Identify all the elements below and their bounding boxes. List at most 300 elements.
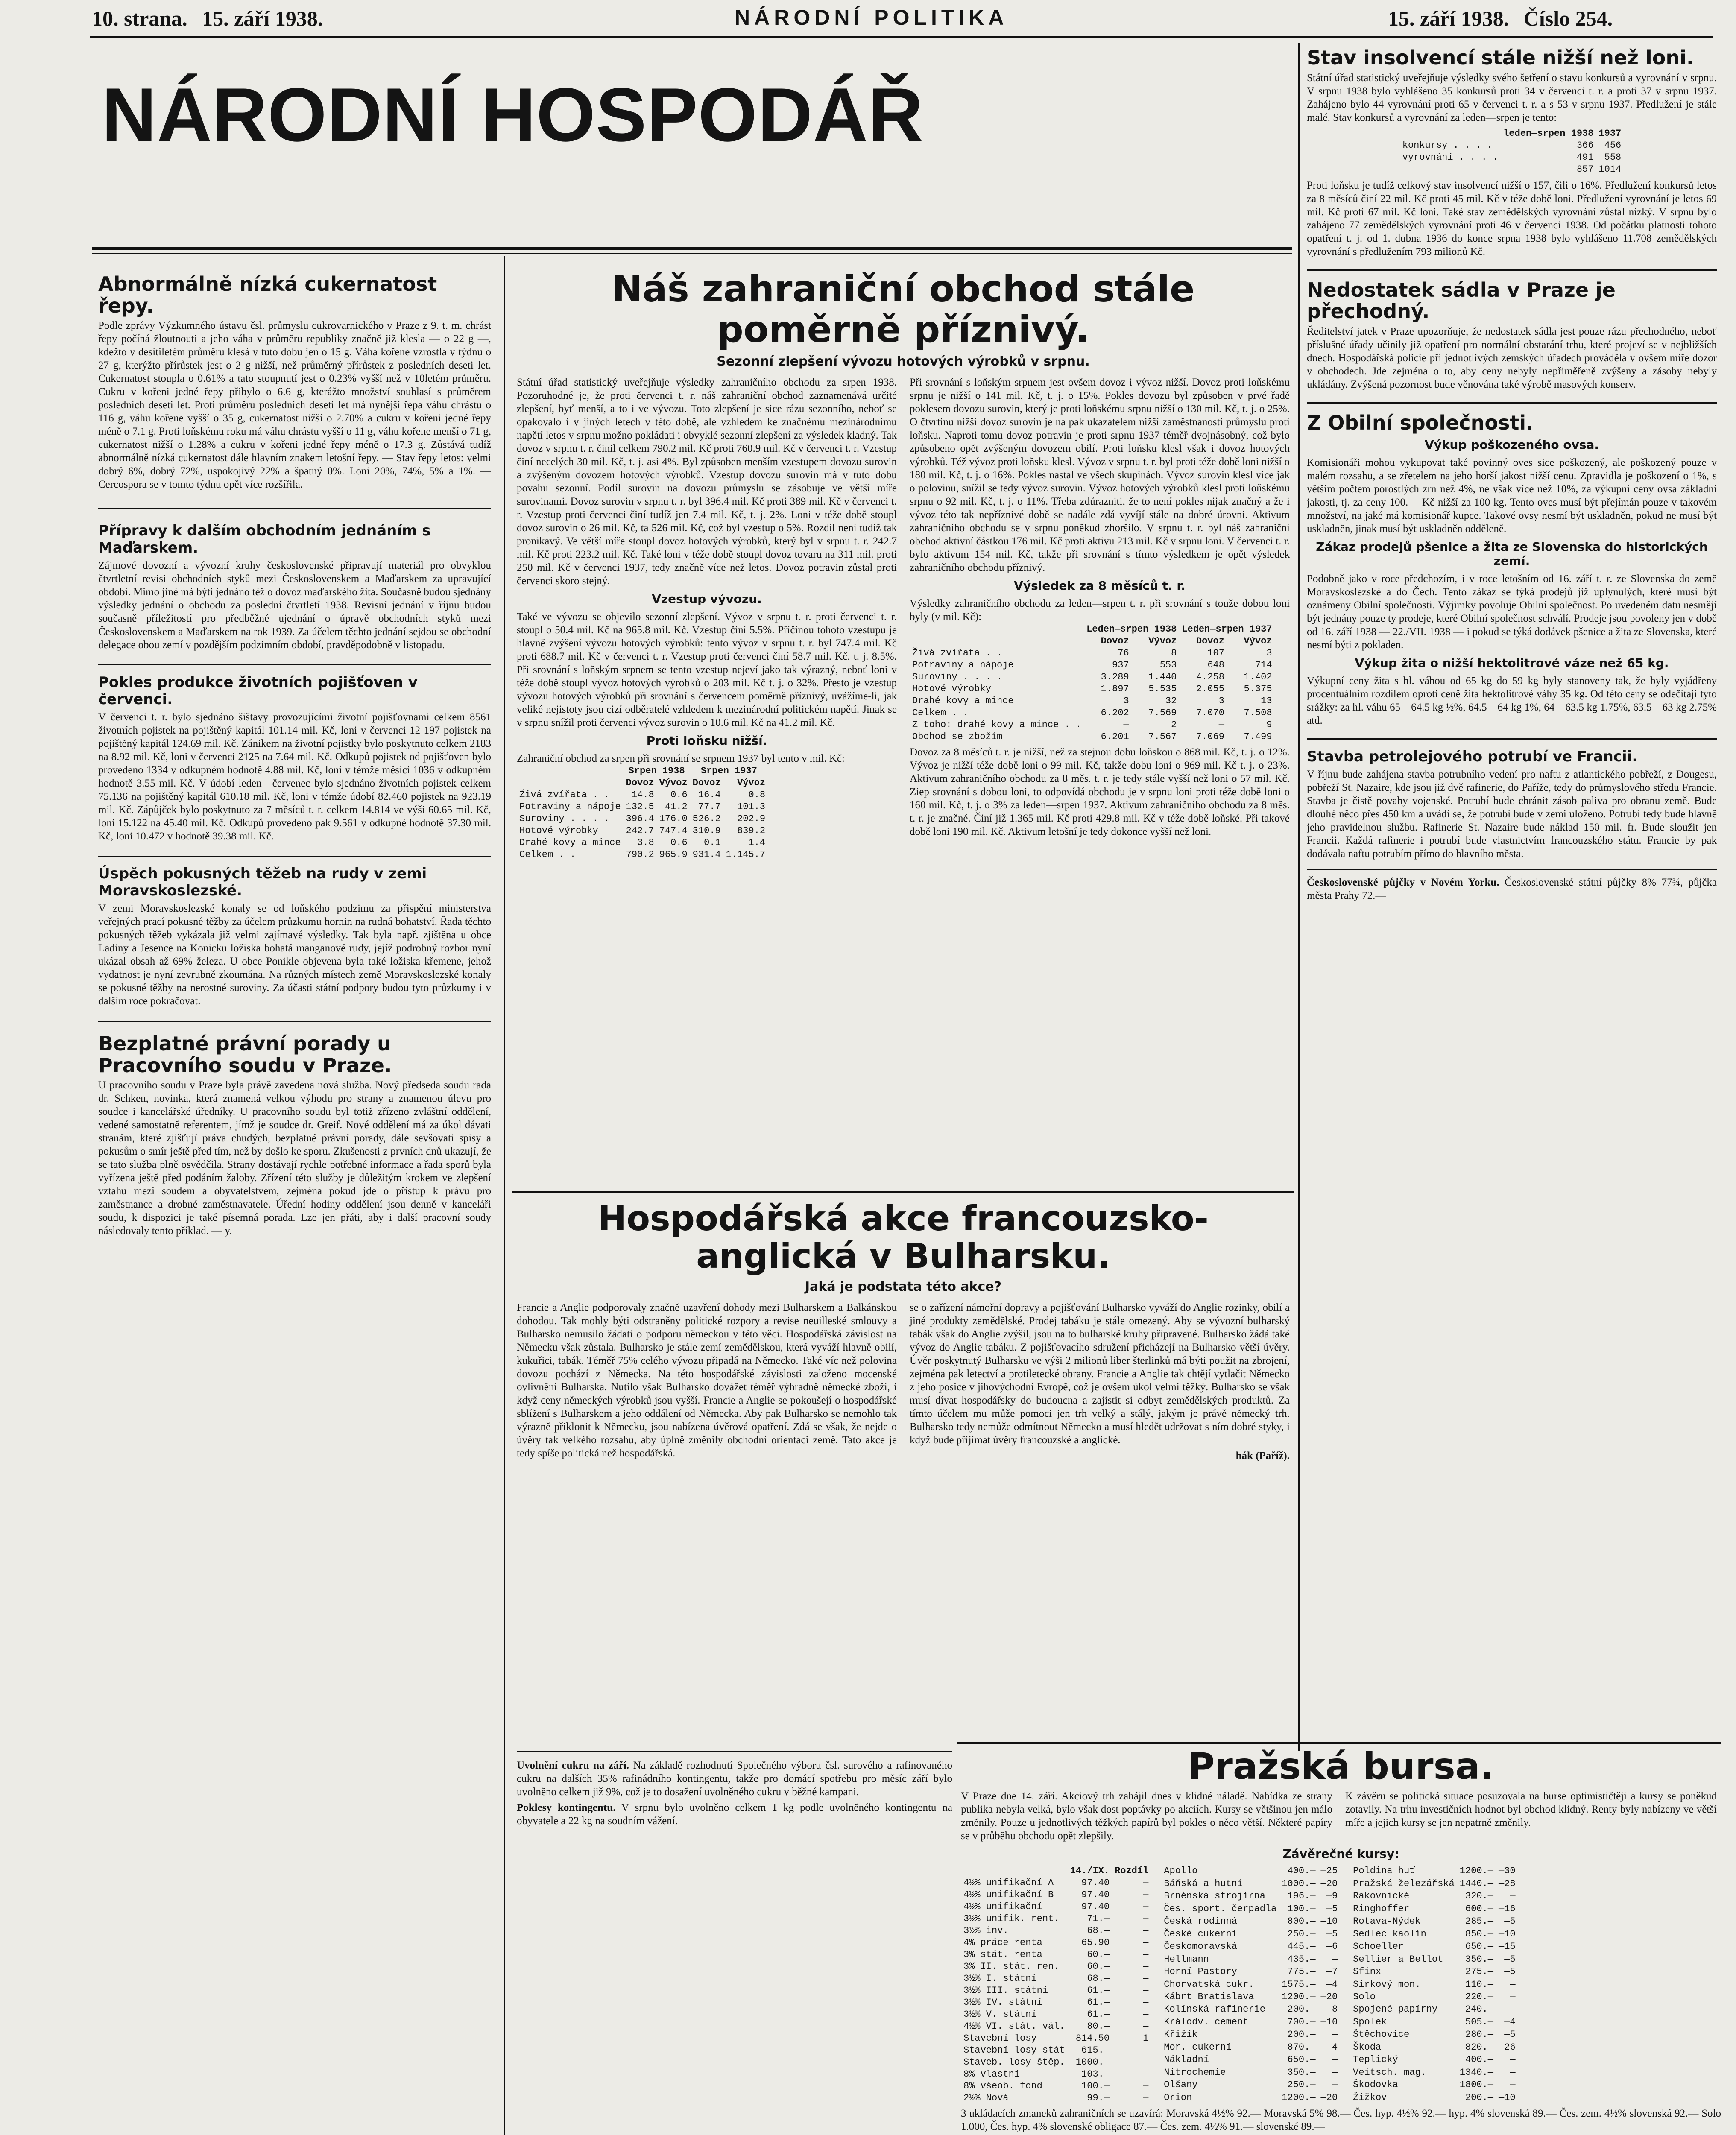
table-cell: Horní Pastory: [1164, 1966, 1237, 1977]
table-header: Vývoz: [1148, 636, 1177, 647]
table-cell: 3½% V. státní: [963, 2009, 1037, 2020]
table-cell: —26: [1499, 2041, 1516, 2053]
table-cell: —20: [1320, 1992, 1338, 2003]
table-cell: —5: [1326, 1903, 1338, 1914]
table-cell: 60.—: [1087, 1949, 1110, 1960]
table-cell: 0.6: [670, 837, 688, 848]
trade-col1: [517, 373, 897, 861]
bulgaria-columns: [517, 1299, 1290, 1462]
table-cell: 965.9: [659, 849, 688, 860]
table-cell: 8: [1171, 648, 1177, 659]
subhead: Výkup žita o nižší hektolitrové váze než 65 kg.: [1355, 656, 1669, 670]
table-cell: Potraviny a nápoje: [519, 801, 621, 813]
table-cell: —30: [1499, 1866, 1516, 1877]
subhead: Výsledek za 8 měsíců t. r.: [1014, 579, 1186, 593]
table-cell: Nitrochemie: [1164, 2067, 1226, 2078]
table-row: [961, 2080, 1151, 2092]
table-cell: 435.—: [1287, 1954, 1316, 1965]
table-cell: 526.2: [692, 813, 721, 825]
table-cell: 8% vlastní: [963, 2068, 1020, 2079]
table-cell: 3½% unifik. rent.: [963, 1913, 1060, 1924]
table-cell: —20: [1320, 2092, 1338, 2103]
table-header: Leden—srpen 1938: [1086, 624, 1177, 635]
renty-table: [961, 1865, 1151, 2104]
table-row: [961, 2044, 1151, 2056]
table-row: [910, 647, 1275, 659]
table-cell: Sirkový mon.: [1353, 1979, 1421, 1990]
table-body: [910, 647, 1275, 743]
article-text: Státní úřad statistický uveřejňuje výsledky svého šetření o stavu konkursů a vyrovnání v srpnu. V srpnu 1938 bylo vyhlášeno 35 konkursů proti 34 v červenci t. r. a proti 37 v srpnu 1937. Zahájeno bylo 44 vyrovnání proti 65 v červenci t. r. a s 53 v srpnu 1937. Předlužení je stále malé. Stav konkursů a vyrovnání za leden—srpen je tento:: [1307, 72, 1717, 123]
insolvency-table: [1400, 128, 1624, 175]
table-row: [961, 1949, 1151, 1961]
table-cell: —20: [1320, 1878, 1338, 1889]
table-cell: —: [1143, 1973, 1149, 1984]
table-cell: 2.055: [1196, 684, 1224, 695]
table-row: [1350, 2091, 1518, 2104]
table-cell: 747.4: [659, 825, 688, 836]
table-row: [1350, 1978, 1518, 1991]
table-group-row: [517, 765, 768, 777]
table-row: [1400, 152, 1624, 164]
table-cell: Spolek: [1353, 2016, 1387, 2027]
table-cell: 4% práce renta: [963, 1937, 1042, 1948]
trade-text: Výsledky zahraničního obchodu za leden—srpen t. r. při srovnání s touže dobou loni byly (v mil. Kč):: [910, 598, 1290, 623]
table-header: [517, 777, 624, 789]
bulgaria-col2: [910, 1299, 1290, 1462]
table-cell: 310.9: [692, 825, 721, 836]
table-cell: 366: [1576, 140, 1594, 151]
table-cell: —28: [1499, 1878, 1516, 1889]
trade-table-august: [517, 765, 768, 861]
table-body: [1161, 1865, 1340, 2104]
table-cell: 850.—: [1465, 1928, 1494, 1939]
table-cell: Čes. sport. čerpadla: [1164, 1903, 1277, 1914]
table-cell: —: [1510, 2004, 1516, 2015]
table-cell: 13: [1261, 696, 1272, 707]
table-row: [1161, 2091, 1340, 2104]
table-cell: 9: [1266, 719, 1272, 731]
table-cell: —: [1510, 1891, 1516, 1902]
table-cell: —: [1143, 2080, 1149, 2091]
table-row: [1161, 1890, 1340, 1903]
article-text: Podobně jako v roce předchozím, i v roce letošním od 16. září t. r. ze Slovenska do země Moravskoslezské a do Čech. Tento zákaz se týká prodejů již uplynulých, které musí být oznámeny Obilní společnosti. Výjimky povoluje Obilní společnost. Po uvedeném datu nesmějí být jednány pouze ty prodeje, které Obilní společnost schválí. Prodeje jsou povoleny jen v době od 16. září 1938 — 22./VII. 1938 — i pokud se týká dodávek pšenice a žita ze Slovenska, které nesmí býti z pokladen.: [1307, 573, 1717, 651]
table-cell: 1.4: [748, 837, 766, 848]
table-header-row: [1400, 128, 1624, 140]
table-cell: —6: [1326, 1941, 1338, 1952]
table-cell: 3% II. stát. ren.: [963, 1961, 1060, 1972]
table-cell: 103.—: [1081, 2068, 1110, 2079]
table-cell: 101.3: [737, 801, 766, 813]
table-cell: 1.440: [1148, 672, 1177, 683]
table-header: Vývoz: [737, 778, 766, 789]
table-cell: —: [1143, 1877, 1149, 1888]
table-cell: Poldina huť: [1353, 1866, 1415, 1877]
table-header: [910, 635, 1084, 647]
table-cell: 350.—: [1287, 2067, 1316, 2078]
table-row: [1350, 1965, 1518, 1978]
table-row: [1350, 1878, 1518, 1890]
byline: hák (Paříž).: [1235, 1450, 1290, 1462]
bulgaria-subtitle: Jaká je podstata této akce?: [805, 1279, 1001, 1294]
table-cell: Nákladní: [1164, 2054, 1209, 2065]
table-cell: 445.—: [1287, 1941, 1316, 1952]
table-cell: Rakovnické: [1353, 1891, 1410, 1902]
table-row: [961, 2021, 1151, 2033]
table-cell: 3% stát. renta: [963, 1949, 1042, 1960]
table-cell: —: [1143, 2068, 1149, 2079]
table-cell: Veitsch. mag.: [1353, 2067, 1426, 2078]
table-cell: 71.—: [1087, 1913, 1110, 1924]
table-cell: 250.—: [1287, 2079, 1316, 2091]
table-cell: 1.897: [1101, 684, 1129, 695]
subhead: Výkup poškozeného ovsa.: [1424, 438, 1599, 452]
table-cell: 68.—: [1087, 1973, 1110, 1984]
table-row: [1350, 1991, 1518, 2003]
table-body: [517, 789, 768, 861]
table-header: leden—srpen 1938: [1503, 128, 1594, 139]
table-cell: 5.535: [1148, 684, 1177, 695]
table-header-row: [910, 635, 1275, 647]
table-cell: 491: [1576, 152, 1594, 163]
table-header: [961, 1865, 1068, 1877]
table-cell: —: [1332, 2054, 1338, 2065]
article-text: Komisionáři mohou vykupovat také povinný oves sice poškozený, ale poškozený pouze v malém rozsahu, a se zřetelem na jeho horší jakost nižší cenu. Zpravidla je poškození o 1%, s větším počtem porostlých zrn než 4%, ne však více než 10%, za výkupní ceny ovsa základní jakosti, tj. za ceny 100.— Kč nižší za 100 kg. Tento oves musí být přejímán pouze v takovém množství, na jaké má komisionář kupce. Takové ovsy nesmí být uskladněn, pokud ne musí být uskladněn, jinak musí být uskladněn odděleně.: [1307, 457, 1717, 535]
table-cell: Teplický: [1353, 2054, 1398, 2065]
table-cell: 820.—: [1465, 2041, 1494, 2053]
table-row: [961, 1961, 1151, 1973]
table-cell: —: [1143, 1985, 1149, 1996]
table-cell: 4.258: [1196, 672, 1224, 683]
table-header: Vývoz: [1244, 636, 1272, 647]
table-row: [961, 1997, 1151, 2009]
table-cell: 1800.—: [1459, 2079, 1494, 2091]
table-cell: 7.070: [1196, 708, 1224, 719]
bulgaria-article: [517, 1200, 1290, 1712]
table-cell: Štěchovice: [1353, 2029, 1410, 2040]
article-title: Nedostatek sádla v Praze je přechodný.: [1307, 278, 1616, 323]
table-header: Srpen 1938: [628, 766, 685, 777]
table-header: Dovoz: [692, 778, 721, 789]
table-row: [1350, 1865, 1518, 1878]
table-row: [1350, 1928, 1518, 1940]
table-row: [1350, 2016, 1518, 2028]
section-rule: [957, 1742, 1721, 1744]
table-cell: —: [1510, 2067, 1516, 2078]
table-cell: 285.—: [1465, 1916, 1494, 1927]
article-text: V zemi Moravskoslezské konaly se od loňského podzimu za přispění ministerstva veřejných prací pokusné těžby za účelem průzkumu hornin na rudná bohatství. Řada těchto pokusných těžeb vykázala již velmi zajímavé výsledky. Tak byla např. zjištěna u obce Ladiny a Jesence na Konicku ložiska bohatá manganové rudy, jejíž podrobný rozbor nyní ukázal obsah až 69% železa. U obce Ponikle objevena byla také ložiska křemene, jehož vydatnost je nyní zevrubně zkoumána. Na různých místech země Moravskoslezské konaly se pokusné těžby na nerostné suroviny. Za účasti státní podpory budou tyto průzkumy i v dalším roce pokračovat.: [98, 903, 491, 1007]
table-cell: —5: [1326, 1928, 1338, 1939]
article-title: Bezplatné právní porady u Pracovního soudu v Praze.: [98, 1032, 392, 1077]
table-row: [1161, 1953, 1340, 1965]
trade-columns: [517, 373, 1290, 861]
table-cell: 775.—: [1287, 1966, 1316, 1977]
table-cell: 68.—: [1087, 1925, 1110, 1936]
table-row: [1161, 2079, 1340, 2091]
table-cell: 99.—: [1087, 2092, 1110, 2103]
table-cell: —5: [1504, 2029, 1516, 2040]
table-row: [1161, 2016, 1340, 2028]
table-cell: 857: [1576, 164, 1594, 175]
bursa-intro: [961, 1787, 1721, 1843]
issue-number: Číslo 254.: [1523, 6, 1613, 30]
table-cell: 4½% unifikační B: [963, 1889, 1054, 1900]
table-row: [1161, 1915, 1340, 1927]
table-cell: 61.—: [1087, 1985, 1110, 1996]
bursa-footer: 3 ukládacích zmaneků zahraničních se uzavírá: Moravská 4½% 92.— Moravská 5% 98.— Čes. hyp. 4½% 92.— hyp. 4% slovenská 89.— Čes. zem. 4½% slovenská 92.— Solo 1.000, Čes. hyp. 4% slovenské obligace 87.— Čes. zem. 4½% 91.— slovenské 89.—: [961, 2107, 1721, 2132]
table-cell: Drahé kovy a mince: [912, 696, 1014, 707]
subhead: Vzestup vývozu.: [652, 592, 762, 606]
table-row: [961, 1985, 1151, 1997]
table-cell: —: [1143, 1901, 1149, 1912]
left-column: [98, 273, 491, 2135]
page-number: [92, 6, 323, 31]
table-cell: 505.—: [1465, 2016, 1494, 2027]
table-cell: 7.508: [1244, 708, 1272, 719]
table-cell: Žižkov: [1353, 2092, 1387, 2103]
table-cell: Hotové výrobky: [519, 825, 598, 836]
table-cell: —8: [1326, 2004, 1338, 2015]
table-cell: 107: [1207, 648, 1224, 659]
table-cell: 110.—: [1465, 1979, 1494, 1990]
bulgaria-text: se o zařízení námořní dopravy a pojišťování Bulharsko vyváží do Anglie rozinky, obilí a jiné produkty zemědělské. Prodej tabáku je stále omezený. Aby se vývozní bulharský tabák však do Anglie zvýšil, jsou na to bulharské kruhy připravené. Bulharsko žádá také vývoz do Anglie tabáku. Z pojišťovacího sdružení přicházejí na Bulharsko větší úvěry. Úvěr poskytnutý Bulharsku ve výši 2 milionů liber šterlinků má býti použit na zbrojení, zejména pak letectví a protiletecké obrany. Francie a Anglie tak chtějí vytlačit Německo z jeho posice v jihovýchodní Evropě, což je ovšem úkol velmi těžký. Bulharsko se však musí dívat hospodářsky do budoucna a zajistit si odbyt zemědělských produktů. Za tímto účelem mu může pomoci jen trh velký a stálý, jakým je právě německý trh. Bulharsko tedy nemůže odmítnout Německo a musí hledět udržovat s ním dobré styky, i když bude přijímat úvěry francouzské a anglické.: [910, 1302, 1290, 1446]
table-cell: vyrovnání . . . .: [1402, 152, 1499, 163]
table-row: [1350, 2066, 1518, 2079]
table-cell: [1400, 164, 1501, 175]
bursa-intro-text: V Praze dne 14. září. Akciový trh zahájil dnes v klidné náladě. Nabídka ze strany publika nebyla velká, bylo však dost poptávky po akciích. Kursy se většinou jen málo změnily. Pouze u jednotlivých těžkých papírů byl pokles o něco větší. Některé papíry se v průběhu obchodu opět zlepšily.: [961, 1790, 1332, 1842]
table-cell: České cukerní: [1164, 1928, 1237, 1939]
table-cell: —: [1143, 1949, 1149, 1960]
table-cell: 1440.—: [1459, 1878, 1494, 1889]
masthead-rule-thin: [92, 253, 1292, 254]
short-item-title: Československé půjčky v Novém Yorku.: [1307, 877, 1499, 889]
table-cell: Hellmann: [1164, 1954, 1209, 1965]
table-row: [1350, 2029, 1518, 2041]
subhead: Zákaz prodejů pšenice a žita ze Slovenska do historických zemí.: [1316, 540, 1708, 568]
section-rule: [512, 1191, 1294, 1193]
table-cell: —10: [1320, 1916, 1338, 1927]
trade-subtitle: Sezonní zlepšení vývozu hotových výrobků v srpnu.: [717, 354, 1090, 369]
table-cell: 97.40: [1081, 1877, 1110, 1888]
table-cell: 1200.—: [1282, 1992, 1316, 2003]
table-cell: —7: [1326, 1966, 1338, 1977]
table-cell: 132.5: [626, 801, 654, 813]
table-row: [910, 707, 1275, 719]
table-cell: 97.40: [1081, 1889, 1110, 1900]
table-cell: 2½% Nová: [963, 2092, 1009, 2103]
table-cell: —9: [1326, 1891, 1338, 1902]
table-body: [961, 1877, 1151, 2104]
article-text: V červenci t. r. bylo sjednáno šištavy provozujícími životní pojišťovnami celkem 8561 životních pojistek na pojištěný kapitál 101.14 mil. Kč, loni v červenci 12 197 pojistek na pojištěný kapitál 124.69 mil. Kč. Zánikem na životní pojistky bylo poskytnuto celkem 2183 na 8.92 mil. Kč, loni v červenci 2125 na 7.64 mil. Kč. Odkupů pojistek od pojišťoven bylo provedeno 1334 v odkupném hodnotě 4.88 mil. Kč, loni v témže měsíci 1036 v odkupném hodnotě 3.55 mil. Kč. V údobí leden—červenec bylo sjednáno životních pojistek celkem 75.136 na pojištěný kapitál 610.18 mil. Kč, loni v témže údobí 82.460 pojistek na 923.19 mil. Kč. Zápůjček bylo poskytnuto za 7 měsíců t. r. celkem 14.814 ve výši 60.65 mil. Kč, loni 15.122 na 45.40 mil. Kč. Odkupů provedeno pak 9.561 v odkupné hodnotě 37.30 mil. Kč, loni 10.472 v hodnotě 39.38 mil. Kč.: [98, 711, 491, 842]
table-cell: 202.9: [737, 813, 766, 825]
akcie-table-1: [1161, 1865, 1340, 2104]
table-cell: Stavební losy stát: [963, 2044, 1065, 2056]
table-header: Dovoz: [1101, 636, 1129, 647]
table-cell: Suroviny . . . .: [912, 672, 1003, 683]
table-cell: Kábrt Bratislava: [1164, 1992, 1254, 2003]
table-header: Vývoz: [659, 778, 688, 789]
article-text: Zájmové dovozní a vývozní kruhy československé připravují materiál pro obvyklou čtvrtletní revisi obchodních styků mezi Československem a Maďarskem za upravující období. Mimo jiné má býti jednáno též o dovoz maďarského žita. Současně budou sjednány výsledky jednání o obchodu za poslední čtvrtletí 1938. Revisní jednání v říjnu budou současně příležitostí pro předběžné ujednání o úpravě obchodních styků mezi Československem a Maďarskem na rok 1939. Za účelem těchto jednání sejdou se obchodní delegace obou zemí v pozdějším podzimním období, pravděpodobně v listopadu.: [98, 560, 491, 651]
table-cell: 350.—: [1465, 1954, 1494, 1965]
table-cell: Škodovka: [1353, 2079, 1398, 2091]
article-text: Proti loňsku je tudíž celkový stav insolvencí nižší o 157, čili o 16%. Předlužení konkursů letos za 8 měsíců činí 22 mil. Kč proti 45 mil. Kč v téže době loni. Předlužení vyrovnání je letos 69 mil. Kč proti 67 mil. Kč loni. Také stav zemědělských vyrovnání zůstal nízký. V srpnu bylo zahájeno 77 zemědělských vyrovnání proti 46 v červenci 1938. Od počátku platnosti tohoto opatření t. j. od 1. dubna 1936 do konce srpna 1938 bylo vyhlášeno 11.708 zemědělských vyrovnání s předlužením 793 milionů Kč.: [1307, 179, 1717, 257]
table-cell: Potraviny a nápoje: [912, 660, 1014, 671]
table-cell: 3½% III. státní: [963, 1985, 1048, 1996]
table-body: [1400, 140, 1624, 175]
table-cell: 4½% VI. stát. vál.: [963, 2021, 1065, 2032]
table-cell: 176.0: [659, 813, 688, 825]
table-row: [1400, 140, 1624, 152]
article-text: U pracovního soudu v Praze byla právě zavedena nová služba. Nový předseda soudu rada dr. Schken, novinka, která znamená velkou výhodu pro strany a znamenou úlevu pro soudce i kancelářské úředníky. U pracovního soudu byl totiž zřízeno zvláštní oddělení, vedené samostatně referentem, jímž je soudce dr. Greif. Nové oddělení má za úkol dávati stranám, které zjišťují práva chudých, bezplatné právní porady, dále sevšovati spisy a pokusům o smír ještě před tím, než by došlo ke sporu. Zkušenosti z prvních dnů ukazují, že se tato služba plně osvědčila. Strany dostávají rychle potřebné informace a řada sporů byla vyřízena ještě před podáním žaloby. Zřízení této služby je důležitým krokem ve zlepšení vztahu mezi soudem a obyvatelstvem, zejména pokud jde o přístup k právu pro zaměstnance a drobné zaměstnavatele. Úřední hodiny oddělení jsou denně v kanceláři soudu, k dispozici je také písemná porada. Lze jen přáti, aby i další pracovní soudy následovaly tento příklad. — y.: [98, 1079, 491, 1237]
table-cell: 700.—: [1287, 2016, 1316, 2027]
table-row: [1161, 1903, 1340, 1915]
table-cell: Ringhoffer: [1353, 1903, 1410, 1914]
table-cell: 16.4: [698, 790, 721, 801]
table-cell: —: [1143, 1889, 1149, 1900]
table-row: [961, 2056, 1151, 2068]
table-cell: 5.375: [1244, 684, 1272, 695]
table-header: Leden—srpen 1937: [1182, 624, 1272, 635]
table-cell: 7.569: [1148, 708, 1177, 719]
table-cell: 396.4: [626, 813, 654, 825]
table-cell: Orion: [1164, 2092, 1192, 2103]
table-cell: 200.—: [1287, 2004, 1316, 2015]
masthead-title: NÁRODNÍ HOSPODÁŘ: [102, 72, 924, 157]
table-row: [910, 719, 1275, 731]
table-cell: —: [1143, 1937, 1149, 1948]
table-row: [1350, 1903, 1518, 1915]
trade-title-line1: Náš zahraniční obchod stále: [612, 269, 1195, 310]
table-cell: 250.—: [1287, 1928, 1316, 1939]
table-cell: 77.7: [698, 801, 721, 813]
bursa-tables: [961, 1865, 1721, 2104]
table-row: [1350, 2041, 1518, 2053]
page-label: 10. strana.: [92, 6, 187, 30]
table-cell: —10: [1320, 2016, 1338, 2027]
table-cell: 4½% unifikační: [963, 1901, 1042, 1912]
trade-title-line2: poměrně příznivý.: [717, 308, 1089, 351]
article-text: Podle zprávy Výzkumného ústavu čsl. průmyslu cukrovarnického v Praze z 9. t. m. chrást řepy počíná žloutnouti a jeho váha v průměru republiky značně již klesla — o 22 g —, kdežto v desítiletém průměru klesá v tuto dobu jen o 15 g. Váha kořene vzrostla v týdnu o 27 g, kterýžto přírůstek jest o 2 g nižší, než průměrný přírůstek z posledních deseti let. Cukernatost stoupla o 0.61% a tato stoupnutí jest o 0.23% vyšší než v 10letém průměru. Cukru v kořeni jedné řepy přibylo o 6.6 g, kterážto množství souhlasí s průměrem posledních deseti let. Proti průměru posledních deseti let má nynější řepa váhu chrástu o 116 g, váhu kořene vyšší o 35 g, cukernatost nižší o 2.70% a cukru v kořeni jedné řepy méně o 7.1 g. Proti loňskému roku má váhu chrástu vyšší o 11 g, váhu kořene menší o 71 g, cukernatost nižší o 1.28% a cukru v kořeni jedné řepy méně o 17.3 g. Zůstává tudíž abnormálně nízká cukernatost dále hlavním znakem letošní řepy. — Stav řepy letos: velmi dobrý 6%, dobrý 72%, uspokojivý 22% a špatný 0%. Loni 20%, 74%, 5% a 1%. — Cercospora se v tomto týdnu opět více rozšířila.: [98, 320, 491, 491]
bulgaria-title-line1: Hospodářská akce francouzsko-: [598, 1200, 1209, 1238]
table-cell: —: [1143, 2056, 1149, 2068]
table-cell: —: [1332, 2079, 1338, 2091]
table-cell: 3: [1218, 696, 1224, 707]
table-cell: Králodv. cement: [1164, 2016, 1249, 2027]
table-row: [1161, 2041, 1340, 2053]
divider: [98, 508, 491, 509]
table-row: [910, 695, 1275, 707]
table-cell: 3½% inv.: [963, 1925, 1009, 1936]
table-cell: Staveb. losy štěp.: [963, 2056, 1065, 2068]
table-cell: 1.145.7: [726, 849, 766, 860]
table-cell: 1014: [1598, 164, 1622, 175]
short-items: [517, 1751, 952, 2135]
table-cell: 1200.—: [1282, 2092, 1316, 2103]
short-item: [1307, 876, 1717, 902]
table-cell: 1.402: [1244, 672, 1272, 683]
bursa-intro-text-right: K závěru se politická situace posuzovala na burse optimističtěji a kursy se poněkud zotavily. Na trhu investičních hodnot byl obchod klidný. Renty byly nabízeny ve větší míře a jejich kursy se jen nepatrně změnily.: [1345, 1790, 1717, 1828]
table-cell: —: [1332, 2029, 1338, 2040]
table-cell: Z toho: drahé kovy a mince . .: [912, 719, 1082, 731]
table-cell: Hotové výrobky: [912, 684, 991, 695]
table-row: [910, 683, 1275, 695]
table-cell: —: [1143, 1913, 1149, 1924]
table-cell: —5: [1504, 1916, 1516, 1927]
table-cell: —: [1143, 2009, 1149, 2020]
table-row: [961, 1937, 1151, 1949]
akcie-table-2: [1350, 1865, 1518, 2104]
table-cell: —4: [1326, 1979, 1338, 1990]
table-cell: 7.499: [1244, 731, 1272, 743]
table-cell: Škoda: [1353, 2041, 1382, 2053]
table-cell: —: [1143, 1997, 1149, 2008]
table-row: [961, 1913, 1151, 1925]
table-cell: 456: [1604, 140, 1622, 151]
table-cell: 3: [1266, 648, 1272, 659]
table-cell: 4½% unifikační A: [963, 1877, 1054, 1888]
table-cell: 60.—: [1087, 1961, 1110, 1972]
table-cell: Česká rodinná: [1164, 1916, 1237, 1927]
table-cell: 650.—: [1287, 2054, 1316, 2065]
table-row: [910, 671, 1275, 683]
divider: [1307, 869, 1717, 870]
short-item-title: Uvolnění cukru na září.: [517, 1760, 629, 1771]
table-group-row: [910, 623, 1275, 635]
table-body: [1350, 1865, 1518, 2104]
article-text: Ředitelství jatek v Praze upozorňuje, že nedostatek sádla jest pouze rázu přechodného, neboť příslušné úřady učinily již opatření pro normální obstarání trhu, které projeví se v nejbližších dnech. Hospodářská policie při jednotlivých zemských úřadech prováděla v ovšem míře dozor v obchodech. Jde zejména o to, aby ceny nebyly nepřiměřeně zvýšeny a zásoby nebyly ukládány. Zvýšená pozornost bude věnována také výrobě masových konserv.: [1307, 325, 1717, 390]
table-header: Srpen 1937: [700, 766, 757, 777]
table-cell: Českomoravská: [1164, 1941, 1237, 1952]
table-cell: 6.201: [1101, 731, 1129, 743]
divider: [1307, 402, 1717, 404]
table-cell: 870.—: [1287, 2041, 1316, 2053]
table-cell: —: [1143, 2044, 1149, 2056]
table-cell: 931.4: [692, 849, 721, 860]
table-cell: 3½% IV. státní: [963, 1997, 1042, 2008]
bulgaria-title-line2: anglická v Bulharsku.: [696, 1236, 1110, 1276]
table-cell: 97.40: [1081, 1901, 1110, 1912]
right-column: [1307, 47, 1717, 1738]
table-cell: 648: [1207, 660, 1224, 671]
table-header: Dovoz: [1196, 636, 1224, 647]
table-cell: —5: [1504, 1966, 1516, 1977]
table-header-row: [961, 1865, 1151, 1877]
table-cell: —: [1218, 719, 1224, 731]
article-title: Stav insolvencí stále nižší než loni.: [1307, 47, 1694, 69]
article-title: Z Obilní společnosti.: [1307, 411, 1534, 434]
table-cell: Drahé kovy a mince: [519, 837, 621, 848]
table-header-row: [517, 777, 768, 789]
table-row: [1350, 1890, 1518, 1903]
table-cell: 196.—: [1287, 1891, 1316, 1902]
table-row: [1350, 1915, 1518, 1927]
table-row: [961, 1877, 1151, 1889]
table-cell: 400.—: [1465, 2054, 1494, 2065]
table-header: [1400, 128, 1501, 140]
table-cell: 100.—: [1287, 1903, 1316, 1914]
table-row: [1161, 2066, 1340, 2079]
short-item: [517, 1759, 952, 1799]
table-cell: —: [1143, 1925, 1149, 1936]
table-row: [1400, 164, 1624, 175]
table-cell: 558: [1604, 152, 1622, 163]
table-row: [1161, 1865, 1340, 1878]
table-row: [517, 813, 768, 825]
table-row: [1350, 2079, 1518, 2091]
table-cell: 600.—: [1465, 1903, 1494, 1914]
table-cell: —: [1510, 1992, 1516, 2003]
header-rule: [90, 36, 1713, 38]
table-cell: 3: [1123, 696, 1129, 707]
